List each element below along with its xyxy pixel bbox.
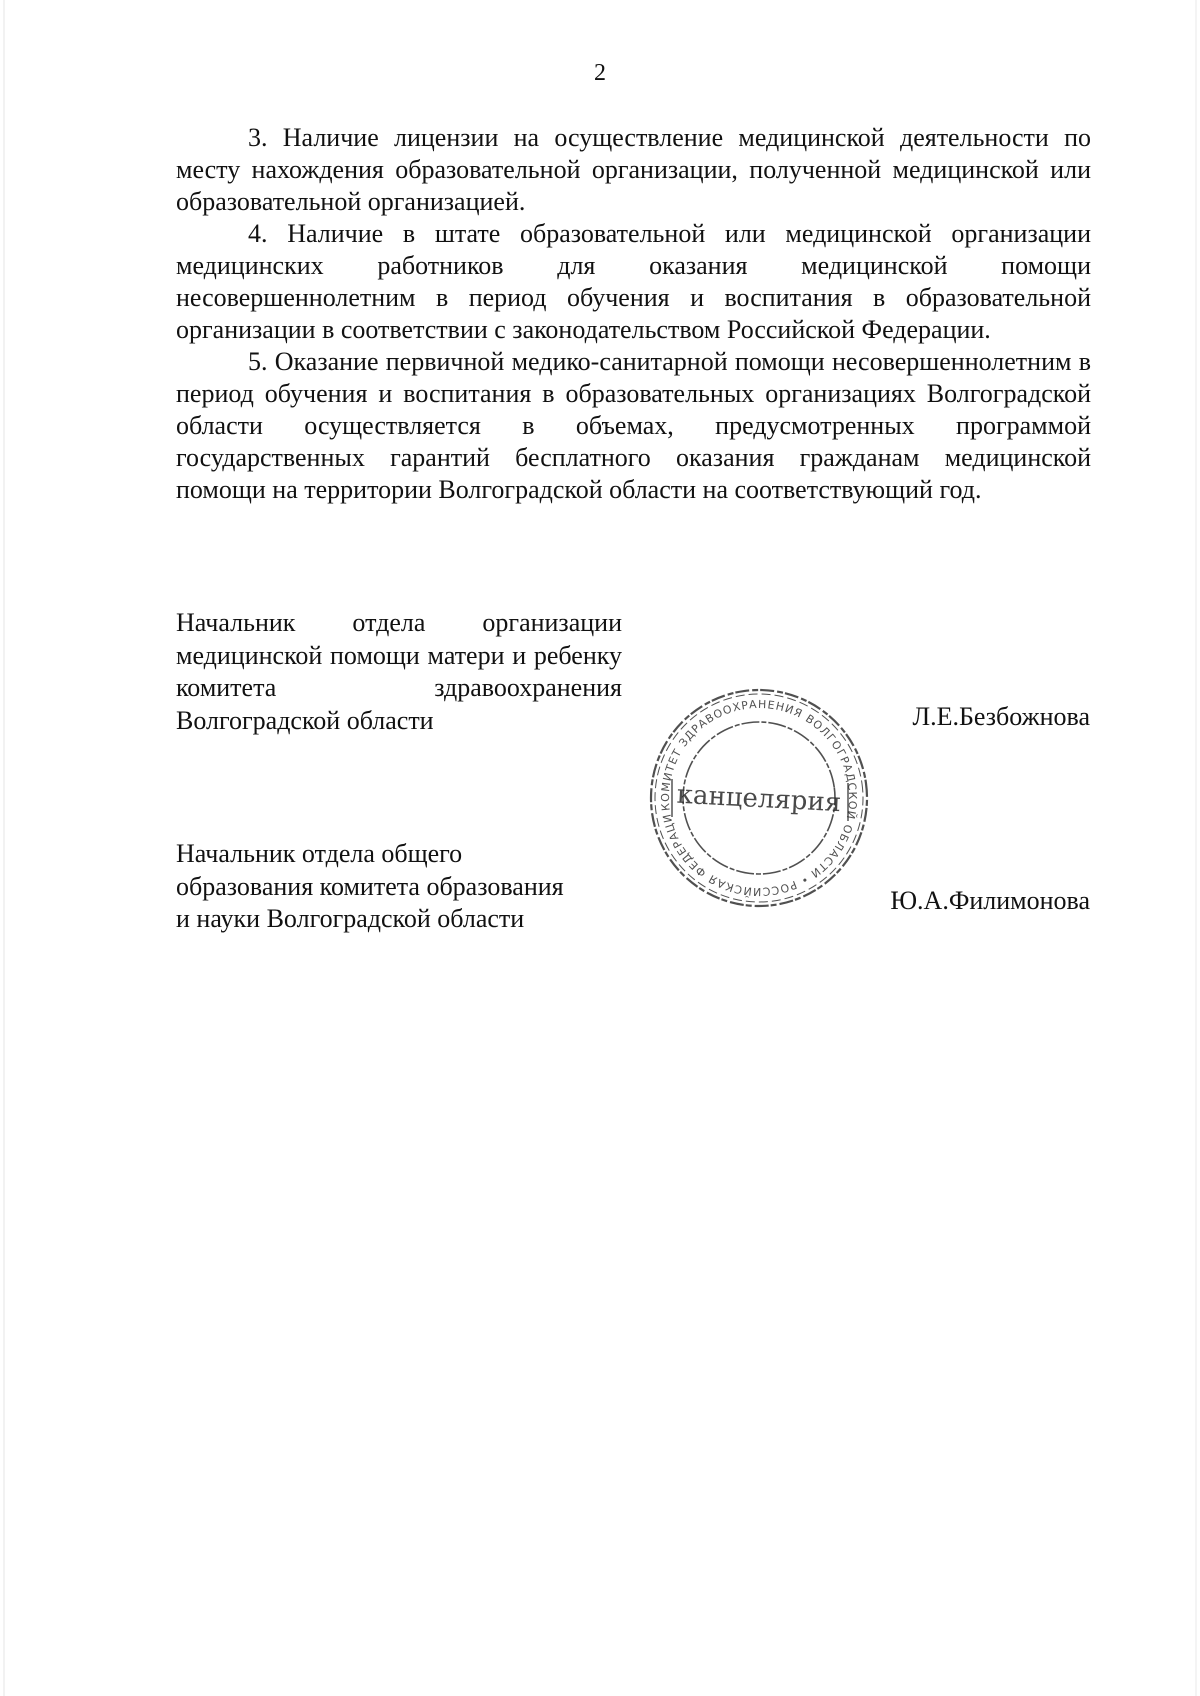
paragraph-4: 4. Наличие в штате образовательной или медицинской организации медицинских работников для оказания медицинской помощи несовершеннолетним в период обучения и воспитания в образовательной организации в соответствии с законодательством Российской Федерации.	[176, 219, 1091, 344]
stamp-center-text: канцелярия	[676, 779, 842, 819]
stamp-ring-text: КОМИТЕТ ЗДРАВООХРАНЕНИЯ ВОЛГОГРАДСКОЙ ОБЛАСТИ • РОССИЙСКАЯ ФЕДЕРАЦИЯ	[658, 697, 860, 899]
office-stamp	[644, 683, 874, 913]
signatory-2-name: Ю.А.Филимонова	[890, 886, 1090, 915]
signatory-2-title-line: образования комитета образования	[176, 871, 564, 901]
scan-left-edge	[3, 0, 5, 1696]
paragraph-5: 5. Оказание первичной медико-санитарной помощи несовершеннолетним в период обучения и воспитания в образовательных организациях Волгоградской области осуществляется в объемах, предусмотренных программой государственных гарантий бесплатного оказания гражданам медицинской помощи на территории Волгоградской области на соответствующий год.	[176, 347, 1091, 504]
paragraph-3: 3. Наличие лицензии на осуществление медицинской деятельности по месту нахождения образовательной организации, полученной медицинской или образовательной организацией.	[176, 123, 1091, 216]
body-text	[176, 122, 1091, 506]
signatory-2-title-line: и науки Волгоградской области	[176, 904, 525, 933]
page-number: 2	[594, 60, 606, 86]
signatory-2-title	[176, 838, 636, 936]
signatory-2-title-line: Начальник отдела общего	[176, 839, 463, 868]
signatory-1-name: Л.Е.Безбожнова	[912, 702, 1090, 731]
scan-right-edge	[1195, 0, 1197, 1696]
signatory-1-title: Начальник отдела организации медицинской помощи матери и ребенку комитета здравоохранения Волгоградской области	[176, 608, 622, 735]
